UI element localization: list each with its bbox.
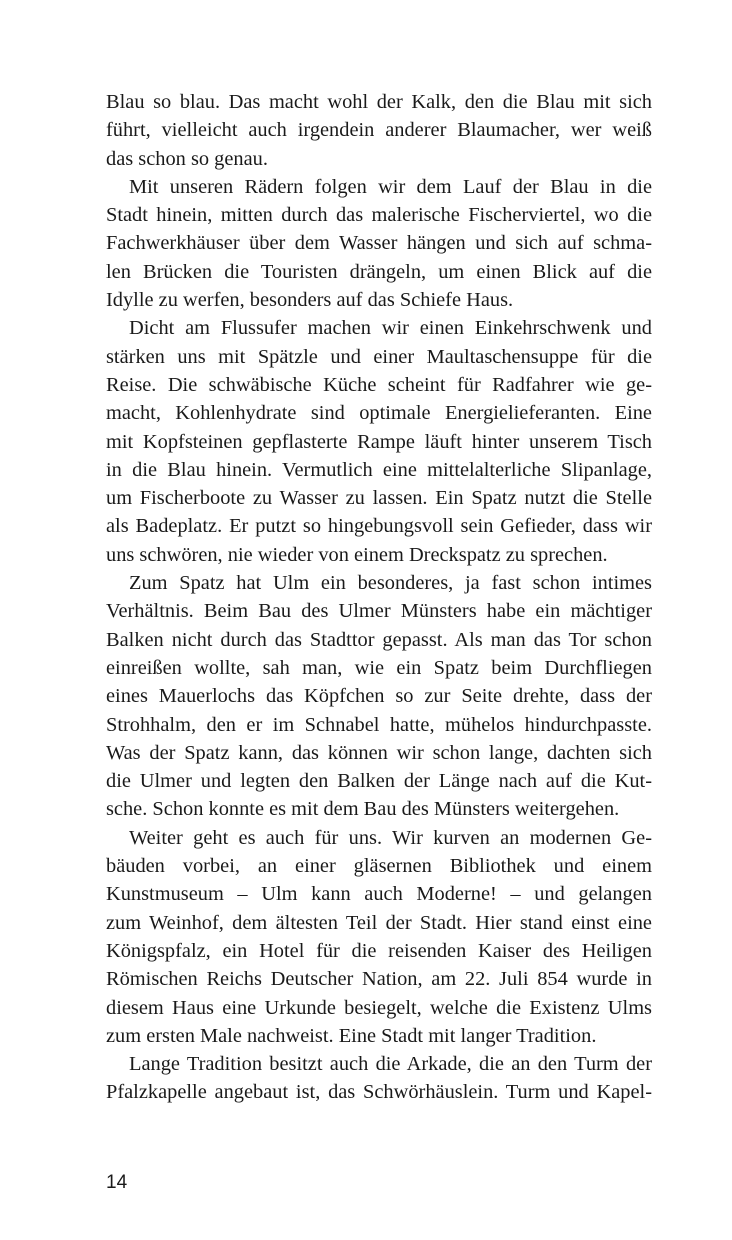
text-line: Zum Spatz hat Ulm ein besonderes, ja fast schon intimes — [129, 572, 652, 595]
text-line: die Ulmer und legten den Balken der Länge nach auf die Kut- — [106, 770, 652, 793]
text-line: len Brücken die Touristen drängeln, um einen Blick auf die — [106, 260, 652, 283]
text-line: zum ersten Male nachweist. Eine Stadt mit langer Tradition. — [106, 1024, 597, 1047]
text-line: diesem Haus eine Urkunde besiegelt, welche die Existenz Ulms — [106, 996, 652, 1019]
paragraph-6 — [106, 1050, 652, 1107]
text-line: Weiter geht es auch für uns. Wir kurven an modernen Ge- — [129, 826, 652, 849]
text-line: Was der Spatz kann, das können wir schon lange, dachten sich — [106, 741, 652, 764]
text-line: stärken uns mit Spätzle und einer Maultaschensuppe für die — [106, 345, 652, 368]
text-line: Blau so blau. Das macht wohl der Kalk, den die Blau mit sich — [106, 91, 652, 113]
text-line: Strohhalm, den er im Schnabel hatte, mühelos hindurchpasste. — [106, 713, 652, 736]
text-line: in die Blau hinein. Vermutlich eine mittelalterliche Slipanlage, — [106, 458, 652, 481]
text-line: um Fischerboote zu Wasser zu lassen. Ein Spatz nutzt die Stelle — [106, 487, 652, 510]
text-line: Dicht am Flussufer machen wir einen Einkehrschwenk und — [129, 317, 652, 340]
text-line: Reise. Die schwäbische Küche scheint für Radfahrer wie ge- — [106, 373, 652, 396]
text-line: Lange Tradition besitzt auch die Arkade, die an den Turm der — [129, 1053, 652, 1076]
text-line: macht, Kohlenhydrate sind optimale Energielieferanten. Eine — [106, 402, 652, 425]
text-line: Verhältnis. Beim Bau des Ulmer Münsters habe ein mächtiger — [106, 600, 652, 623]
paragraph-1 — [106, 88, 652, 173]
text-line: Pfalzkapelle angebaut ist, das Schwörhäuslein. Turm und Kapel- — [106, 1081, 652, 1104]
text-line: das schon so genau. — [106, 147, 268, 170]
text-line: Mit unseren Rädern folgen wir dem Lauf der Blau in die — [129, 175, 652, 198]
page-number: 14 — [106, 1172, 128, 1193]
text-line: Fachwerkhäuser über dem Wasser hängen und sich auf schma- — [106, 232, 652, 255]
text-line: uns schwören, nie wieder von einem Dreckspatz zu sprechen. — [106, 543, 608, 566]
text-line: Stadt hinein, mitten durch das malerische Fischerviertel, wo die — [106, 204, 652, 227]
text-line: Kunstmuseum – Ulm kann auch Moderne! – und gelangen — [106, 883, 652, 906]
text-line: Balken nicht durch das Stadttor gepasst. Als man das Tor schon — [106, 628, 652, 651]
text-line: als Badeplatz. Er putzt so hingebungsvoll sein Gefieder, dass wir — [106, 515, 652, 538]
paragraph-3 — [106, 314, 652, 569]
text-line: einreißen wollte, sah man, wie ein Spatz beim Durchfliegen — [106, 656, 652, 679]
paragraph-4 — [106, 569, 652, 824]
paragraph-2 — [106, 173, 652, 314]
text-line: sche. Schon konnte es mit dem Bau des Münsters weitergehen. — [106, 798, 620, 821]
text-line: Römischen Reichs Deutscher Nation, am 22. Juli 854 wurde in — [106, 968, 652, 991]
text-line: mit Kopfsteinen gepflasterte Rampe läuft hinter unserem Tisch — [106, 430, 652, 453]
text-line: bäuden vorbei, an einer gläsernen Bibliothek und einem — [106, 855, 652, 878]
text-line: Königspfalz, ein Hotel für die reisenden Kaiser des Heiligen — [106, 939, 652, 962]
book-page — [106, 88, 652, 1107]
text-line: eines Mauerlochs das Köpfchen so zur Seite drehte, dass der — [106, 685, 652, 708]
text-line: führt, vielleicht auch irgendein anderer Blaumacher, wer weiß — [106, 119, 652, 142]
text-line: Idylle zu werfen, besonders auf das Schiefe Haus. — [106, 289, 514, 312]
text-line: zum Weinhof, dem ältesten Teil der Stadt. Hier stand einst eine — [106, 911, 652, 934]
paragraph-5 — [106, 824, 652, 1050]
